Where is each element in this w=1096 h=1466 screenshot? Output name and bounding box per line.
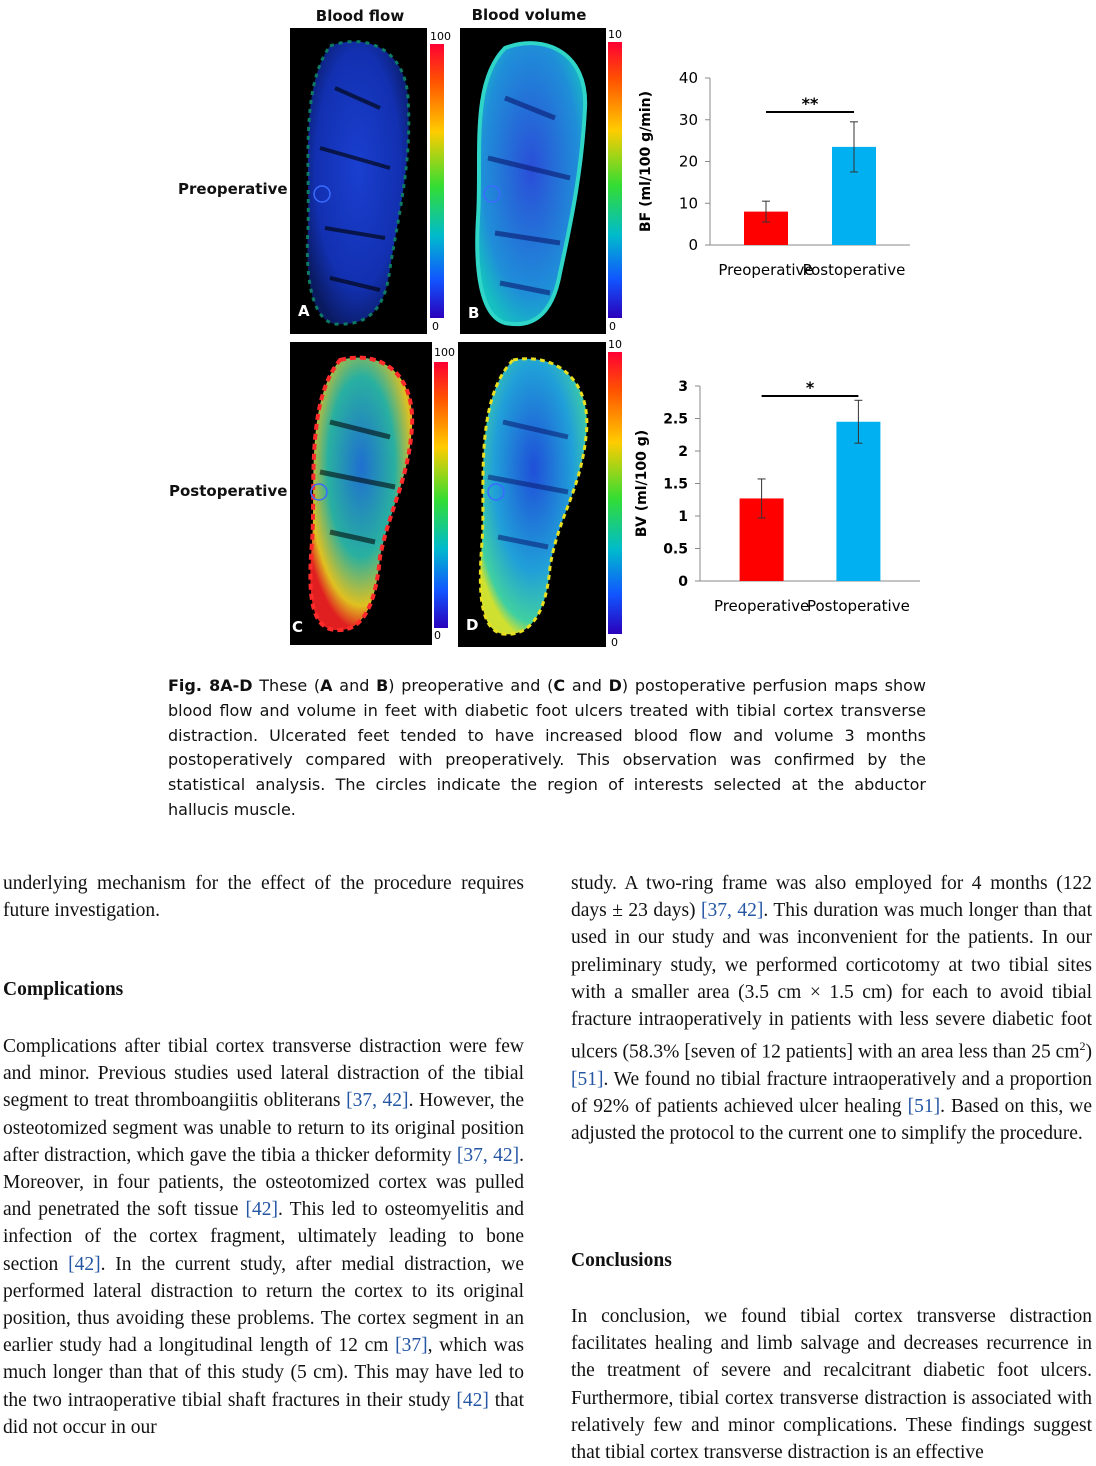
blood-flow-title: Blood flow	[315, 7, 405, 25]
caption-d: D	[608, 676, 622, 695]
category-label: Preoperative	[718, 261, 814, 279]
perfusion-map-a	[290, 28, 427, 334]
caption-a: A	[320, 676, 333, 695]
caption-text-3: ) postoperative perfusion maps show blood flow and volume in feet with diabetic foot ulcers treated with tibial cortex transverse distraction. Ulcerated feet tended to have increased blood flow and volume 3 months postoperatively compared with preoperatively. This observation was confirmed by the statistical analysis. The circles indicate the region of interests selected at the abductor hallucis muscle.	[168, 676, 927, 819]
bf-bar-chart	[630, 60, 940, 290]
colorbar-a	[430, 44, 444, 318]
right-column-body	[571, 870, 1092, 1148]
y-tick-label: 1	[678, 509, 688, 525]
row-label-postoperative: Postoperative	[169, 482, 288, 500]
caption-and-2: and	[565, 676, 609, 695]
colorbar-d-max: 10	[608, 338, 622, 351]
ref-link[interactable]: [37, 42]	[701, 900, 764, 922]
y-tick-label: 2	[678, 444, 688, 460]
ref-link[interactable]: [42]	[245, 1199, 278, 1221]
foot-image-b	[460, 28, 606, 334]
significance-marker: **	[801, 94, 819, 113]
category-label: Postoperative	[802, 261, 906, 279]
panel-letter-a: A	[298, 302, 310, 320]
significance-marker: *	[805, 378, 815, 397]
colorbar-a-max: 100	[430, 30, 451, 43]
conclusions-body	[571, 1303, 1092, 1466]
left-intro-paragraph: underlying mechanism for the effect of the procedure requires future investigation.	[3, 873, 524, 922]
y-axis-label: BV (ml/100 g)	[634, 429, 650, 538]
comp-text-7: that did not occur in our	[3, 1389, 524, 1438]
category-label: Preoperative	[713, 597, 810, 615]
blood-volume-title: Blood volume	[471, 6, 587, 24]
ref-link[interactable]: [42]	[456, 1389, 489, 1411]
ref-link[interactable]: [51]	[571, 1068, 604, 1090]
y-tick-label: 1.5	[663, 476, 688, 493]
colorbar-c-max: 100	[434, 346, 455, 359]
panel-letter-d: D	[466, 616, 479, 634]
colorbar-d-min: 0	[611, 636, 618, 649]
category-label: Postoperative	[806, 597, 910, 615]
caption-b: B	[376, 676, 389, 695]
row-label-preoperative: Preoperative	[178, 180, 288, 198]
left-column-body	[3, 1033, 524, 1441]
right-paragraph	[571, 870, 1092, 1148]
right-text-3: )	[1085, 1041, 1092, 1063]
right-text-5: . Based on this, we adjusted the protocol to the current one to simplify the procedure.	[571, 1096, 1092, 1145]
colorbar-c	[434, 362, 448, 628]
right-text-2: . This duration was much longer than that used in our study and was inconvenient for the patients. In our preliminary study, we performed corticotomy at two tibial sites with a smaller area (3.5 cm × 1.5 cm) for each to avoid tibial fracture intraoperatively in patients with less severe diabetic foot ulcers (58.3% [seven of 12 patients] with an area less than 25 cm	[571, 900, 1092, 1063]
caption-and-1: and	[332, 676, 377, 695]
y-tick-label: 2.5	[663, 411, 688, 428]
foot-image-c	[290, 342, 432, 645]
superscript-2: 2	[1079, 1039, 1086, 1054]
comp-text-2: . However, the osteotomized segment was unable to return to its original position after distraction, which gave the tibia a thicker deformity	[3, 1090, 524, 1166]
ref-link[interactable]: [37, 42]	[456, 1144, 520, 1166]
caption-text-1: These (	[259, 676, 321, 695]
colorbar-a-min: 0	[432, 320, 439, 333]
right-text-1: study. A two-ring frame was also employed for 4 months (122 days ± 23 days)	[571, 873, 1092, 922]
conclusions-heading: Conclusions	[571, 1250, 672, 1271]
perfusion-map-b	[460, 28, 606, 334]
comp-text-1: Complications after tibial cortex transverse distraction were few and minor. Previous studies used lateral distraction of the tibial segment to treat thromboangiitis obliterans	[3, 1036, 524, 1112]
perfusion-map-c	[290, 342, 432, 645]
bv-bar-chart	[630, 370, 940, 620]
left-column-intro	[3, 870, 524, 924]
ref-link[interactable]: [37, 42]	[346, 1090, 409, 1112]
y-tick-label: 0	[688, 236, 698, 254]
y-tick-label: 30	[678, 110, 698, 129]
y-tick-label: 0.5	[663, 541, 688, 558]
caption-text-2: ) preoperative and (	[388, 676, 554, 695]
comp-text-4: . This led to osteomyelitis and infection of the cortex fragment, ultimately leading to bone section	[3, 1199, 524, 1275]
conclusions-paragraph: In conclusion, we found tibial cortex transverse distraction facilitates healing and limb salvage and decreases recurrence in the treatment of severe and recalcitrant diabetic foot ulcers. Furthermore, tibial cortex transverse distraction is associated with relatively few and minor complications. These findings suggest that tibial cortex transverse distraction is an effective	[571, 1306, 1092, 1464]
colorbar-c-min: 0	[434, 629, 441, 642]
y-tick-label: 3	[678, 379, 688, 395]
caption-lead: Fig. 8A-D	[168, 676, 253, 695]
y-tick-label: 40	[678, 69, 698, 87]
y-tick-label: 20	[678, 152, 698, 171]
colorbar-b-max: 10	[608, 28, 622, 41]
comp-text-5: . In the current study, after medial distraction, we performed lateral distraction to return the cortex to its original position, thus avoiding these problems. The cortex segment in an earlier study had a longitudinal length of 12 cm	[3, 1253, 524, 1357]
foot-image-d	[458, 342, 606, 647]
comp-text-6: , which was much longer than that of this study (5 cm). This may have led to the two intraoperative tibial shaft fractures in their study	[3, 1335, 525, 1411]
y-tick-label: 10	[678, 194, 698, 213]
panel-letter-b: B	[468, 304, 480, 322]
y-axis-label: BF (ml/100 g/min)	[638, 91, 654, 232]
ref-link[interactable]: [42]	[68, 1253, 101, 1275]
caption-c: C	[553, 676, 566, 695]
panel-letter-c: C	[292, 618, 304, 636]
figure-caption	[168, 674, 926, 823]
complications-paragraph	[3, 1033, 524, 1441]
colorbar-d	[608, 352, 622, 634]
foot-image-a	[290, 28, 427, 334]
bar-postoperative	[836, 422, 880, 581]
y-tick-label: 0	[678, 574, 688, 590]
complications-heading: Complications	[3, 979, 124, 1000]
perfusion-map-d	[458, 342, 606, 647]
ref-link[interactable]: [37]	[395, 1335, 428, 1357]
right-text-4: . We found no tibial fracture intraoperatively and a proportion of 92% of patients achieved ulcer healing	[571, 1068, 1092, 1118]
comp-text-3: . Moreover, in four patients, the osteotomized cortex was pulled and penetrated the soft tissue	[3, 1144, 524, 1221]
colorbar-b-min: 0	[609, 320, 616, 333]
ref-link[interactable]: [51]	[907, 1096, 941, 1118]
colorbar-b	[608, 42, 622, 318]
